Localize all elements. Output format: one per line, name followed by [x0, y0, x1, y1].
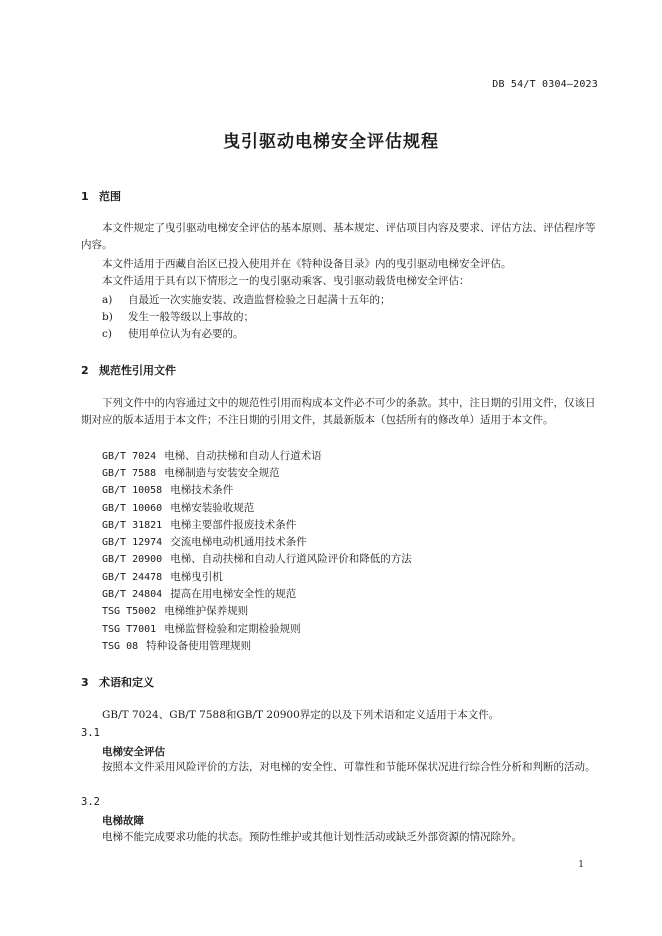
scope-paragraph-3: 本文件适用于具有以下情形之一的曳引驱动乘客、曳引驱动载货电梯安全评估：: [102, 275, 470, 287]
term-number: 3.2: [81, 796, 100, 808]
section-number: 1: [81, 190, 89, 203]
reference-title: 电梯主要部件报废技术条件: [170, 519, 297, 531]
reference-title: 电梯、自动扶梯和自动人行道术语: [164, 450, 322, 462]
reference-code: GB/T 12974: [102, 537, 163, 548]
list-marker: a): [102, 294, 113, 306]
reference-title: 提高在用电梯安全性的规范: [170, 588, 297, 600]
page-title: 曳引驱动电梯安全评估规程: [223, 132, 439, 152]
term-definition: 按照本文件采用风险评价的方法，对电梯的安全性、可靠性和节能环保状况进行综合性分析和判断的活动。: [102, 761, 596, 773]
reference-item: [102, 482, 233, 497]
list-item: [102, 326, 244, 341]
scope-paragraph-1: 本文件规定了曳引驱动电梯安全评估的基本原则、基本规定、评估项目内容及要求、评估方法、评估程序等内容。: [81, 222, 596, 251]
doc-number: DB 54/T 0304—2023: [492, 79, 598, 90]
reference-title: 电梯制造与安装安全规范: [164, 467, 280, 479]
reference-item: [102, 465, 280, 480]
reference-title: 电梯安装验收规范: [170, 502, 255, 514]
reference-title: 电梯、自动扶梯和自动人行道风险评价和降低的方法: [170, 553, 412, 565]
normative-paragraph: 下列文件中的内容通过文中的规范性引用而构成本文件必不可少的条款。其中，注日期的引用文件，仅该日期对应的版本适用于本文件；不注日期的引用文件，其最新版本（包括所有的修改单）适用于本文件。: [81, 397, 596, 426]
section-heading-normative: [81, 362, 176, 378]
terms-intro: GB/T 7024、GB/T 7588和GB/T 20900界定的以及下列术语和定义适用于本文件。: [102, 709, 500, 721]
reference-code: TSG T5002: [102, 606, 157, 617]
list-item: [102, 292, 391, 307]
reference-title: 电梯维护保养规则: [164, 605, 249, 617]
reference-code: GB/T 31821: [102, 520, 163, 531]
reference-item: [102, 586, 296, 601]
list-text: 自最近一次实施安装、改造监督检验之日起满十五年的；: [128, 294, 391, 306]
list-marker: c): [102, 328, 112, 340]
section-number: 3: [81, 676, 89, 689]
section-title: 规范性引用文件: [99, 364, 176, 377]
list-text: 使用单位认为有必要的。: [128, 328, 244, 340]
reference-item: [102, 603, 248, 618]
section-title: 范围: [99, 190, 121, 203]
reference-code: GB/T 24804: [102, 589, 163, 600]
reference-code: TSG T7001: [102, 624, 157, 635]
section-number: 2: [81, 364, 89, 377]
reference-item: [102, 448, 322, 463]
reference-item: [102, 569, 223, 584]
reference-title: 电梯监督检验和定期检验规则: [164, 623, 301, 635]
scope-paragraph-2: 本文件适用于西藏自治区已投入使用并在《特种设备目录》内的曳引驱动电梯安全评估。: [102, 258, 512, 270]
section-title: 术语和定义: [99, 676, 154, 689]
page-number: 1: [578, 860, 584, 870]
reference-item: [102, 621, 301, 636]
reference-title: 特种设备使用管理规则: [146, 640, 252, 652]
section-heading-terms: [81, 674, 154, 690]
reference-item: [102, 517, 296, 532]
reference-code: GB/T 7024: [102, 451, 157, 462]
reference-code: GB/T 24478: [102, 572, 163, 583]
reference-title: 电梯技术条件: [170, 484, 234, 496]
reference-title: 电梯曳引机: [170, 571, 223, 583]
reference-code: TSG 08: [102, 641, 139, 652]
reference-item: [102, 638, 251, 653]
list-marker: b): [102, 311, 113, 323]
term-title: 电梯故障: [102, 815, 144, 827]
section-heading-scope: [81, 188, 121, 204]
reference-item: [102, 551, 412, 566]
reference-code: GB/T 10058: [102, 485, 163, 496]
reference-item: [102, 500, 254, 515]
reference-item: [102, 534, 307, 549]
reference-code: GB/T 7588: [102, 468, 157, 479]
reference-title: 交流电梯电动机通用技术条件: [170, 536, 307, 548]
term-number: 3.1: [81, 727, 100, 739]
term-definition: 电梯不能完成要求功能的状态。预防性维护或其他计划性活动或缺乏外部资源的情况除外。: [102, 831, 522, 843]
list-text: 发生一般等级以上事故的；: [128, 311, 254, 323]
list-item: [102, 309, 254, 324]
reference-code: GB/T 20900: [102, 554, 163, 565]
term-title: 电梯安全评估: [102, 746, 165, 758]
reference-code: GB/T 10060: [102, 503, 163, 514]
